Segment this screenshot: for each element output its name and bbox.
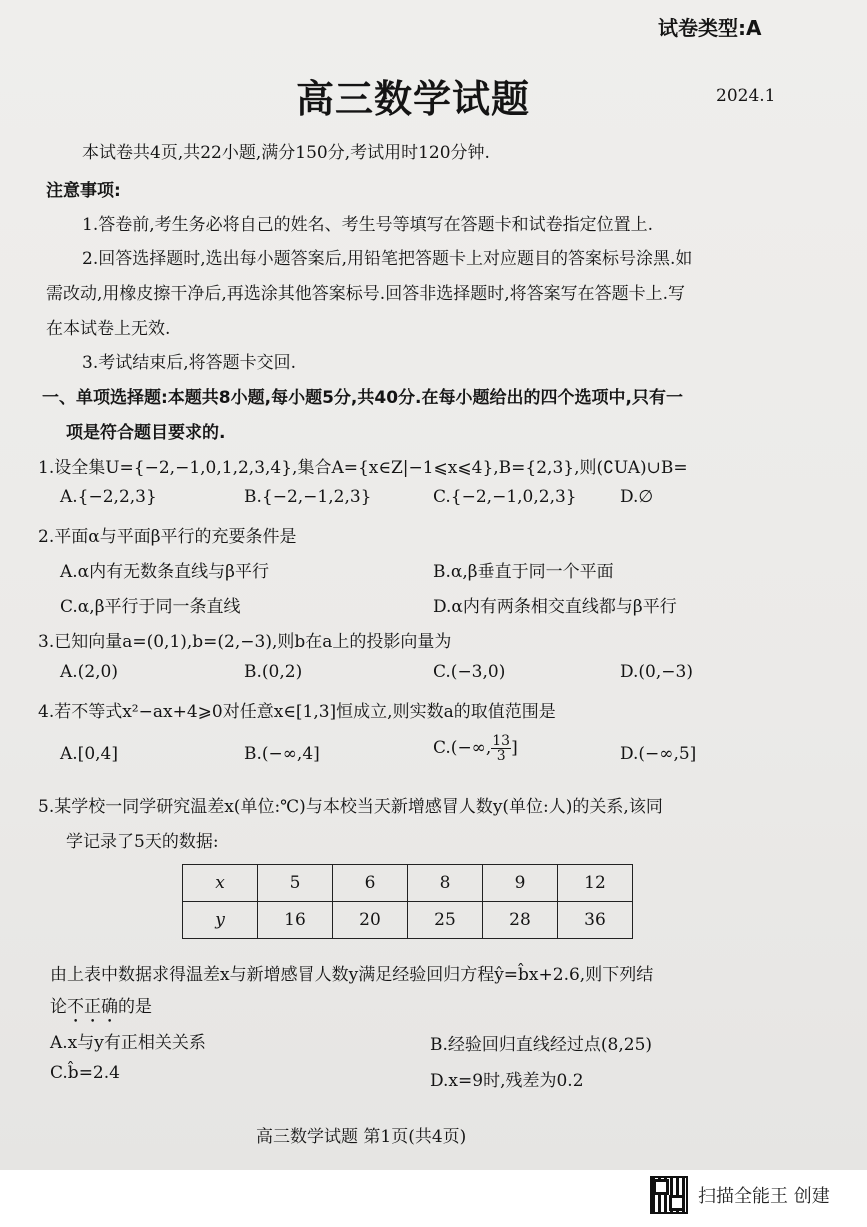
option-c-prefix: C.(−∞,	[433, 738, 492, 758]
table-cell: 6	[333, 865, 408, 902]
notice-item-2-line-3: 在本试卷上无效.	[46, 319, 171, 339]
question-5-option-b: B.经验回归直线经过点(8,25)	[430, 1035, 653, 1055]
question-3-option-b: B.(0,2)	[244, 662, 303, 682]
table-cell: 5	[258, 865, 333, 902]
table-cell: 9	[483, 865, 558, 902]
emphasis-not-correct: 不正确	[67, 997, 118, 1017]
after-line-2-part-c: 的是	[118, 997, 152, 1017]
table-row	[183, 902, 633, 939]
question-2-option-b: B.α,β垂直于同一个平面	[433, 562, 614, 582]
question-1-option-c: C.{−2,−1,0,2,3}	[433, 487, 577, 507]
question-5-option-a: A.x与y有正相关关系	[50, 1033, 206, 1053]
question-2-stem: 2.平面α与平面β平行的充要条件是	[38, 527, 297, 547]
question-4-option-a: A.[0,4]	[60, 744, 118, 764]
table-cell: 20	[333, 902, 408, 939]
table-cell: 12	[558, 865, 633, 902]
section-1-heading-line-2: 项是符合题目要求的.	[66, 423, 226, 443]
fraction-numerator: 13	[492, 733, 511, 749]
table-cell: 8	[408, 865, 483, 902]
question-4-option-d: D.(−∞,5]	[620, 744, 697, 764]
section-1-heading-line-1: 一、单项选择题:本题共8小题,每小题5分,共40分.在每小题给出的四个选项中,只有一	[42, 388, 683, 408]
page-footer: 高三数学试题 第1页(共4页)	[256, 1127, 467, 1147]
question-5-after-line-1: 由上表中数据求得温差x与新增感冒人数y满足经验回归方程ŷ=b̂x+2.6,则下列结	[50, 965, 654, 985]
question-3-stem: 3.已知向量a=(0,1),b=(2,−3),则b在a上的投影向量为	[38, 632, 452, 652]
question-5-option-d: D.x=9时,残差为0.2	[430, 1071, 584, 1091]
notice-item-2-line-2: 需改动,用橡皮擦干净后,再选涂其他答案标号.回答非选择题时,将答案写在答题卡上.写	[46, 284, 686, 304]
notice-item-3: 3.考试结束后,将答题卡交回.	[82, 353, 297, 373]
table-header-y: y	[183, 902, 258, 939]
question-4-option-b: B.(−∞,4]	[244, 744, 320, 764]
question-2-option-c: C.α,β平行于同一条直线	[60, 597, 241, 617]
question-5-after-line-2	[50, 992, 152, 1027]
table-row	[183, 865, 633, 902]
notice-item-1: 1.答卷前,考生务必将自己的姓名、考生号等填写在答题卡和试卷指定位置上.	[82, 215, 654, 235]
data-table	[182, 864, 633, 939]
question-4-option-c	[433, 734, 518, 763]
question-1-option-a: A.{−2,2,3}	[60, 487, 157, 507]
qr-code-icon	[650, 1176, 688, 1214]
intro-text: 本试卷共4页,共22小题,满分150分,考试用时120分钟.	[82, 143, 490, 163]
scanner-watermark-text: 扫描全能王 创建	[698, 1186, 830, 1207]
option-c-suffix: ]	[511, 738, 518, 758]
question-5-option-c: C.b̂=2.4	[50, 1063, 120, 1083]
question-1-option-b: B.{−2,−1,2,3}	[244, 487, 372, 507]
question-4-stem: 4.若不等式x²−ax+4⩾0对任意x∈[1,3]恒成立,则实数a的取值范围是	[38, 702, 556, 722]
table-cell: 28	[483, 902, 558, 939]
question-1-stem: 1.设全集U={−2,−1,0,1,2,3,4},集合A={x∈Z|−1⩽x⩽4},B={2,3},则(∁UA)∪B=	[38, 458, 688, 478]
notice-item-2-line-1: 2.回答选择题时,选出每小题答案后,用铅笔把答题卡上对应题目的答案标号涂黑.如	[82, 249, 693, 269]
question-5-stem-line-1: 5.某学校一同学研究温差x(单位:℃)与本校当天新增感冒人数y(单位:人)的关系,该同	[38, 797, 663, 817]
after-line-2-part-a: 论	[50, 997, 67, 1017]
fraction-13-over-3	[491, 734, 511, 763]
fraction-denominator: 3	[496, 748, 506, 764]
page-title: 高三数学试题	[296, 77, 531, 121]
question-3-option-a: A.(2,0)	[60, 662, 118, 682]
exam-type-label: 试卷类型:A	[658, 16, 762, 40]
question-3-option-d: D.(0,−3)	[620, 662, 693, 682]
table-header-x: x	[183, 865, 258, 902]
table-cell: 16	[258, 902, 333, 939]
table-cell: 36	[558, 902, 633, 939]
question-2-option-a: A.α内有无数条直线与β平行	[60, 562, 269, 582]
question-2-option-d: D.α内有两条相交直线都与β平行	[433, 597, 677, 617]
question-5-stem-line-2: 学记录了5天的数据:	[66, 832, 219, 852]
question-1-option-d: D.∅	[620, 487, 654, 507]
notice-heading: 注意事项:	[46, 181, 121, 201]
question-3-option-c: C.(−3,0)	[433, 662, 506, 682]
exam-date: 2024.1	[716, 86, 776, 106]
table-cell: 25	[408, 902, 483, 939]
